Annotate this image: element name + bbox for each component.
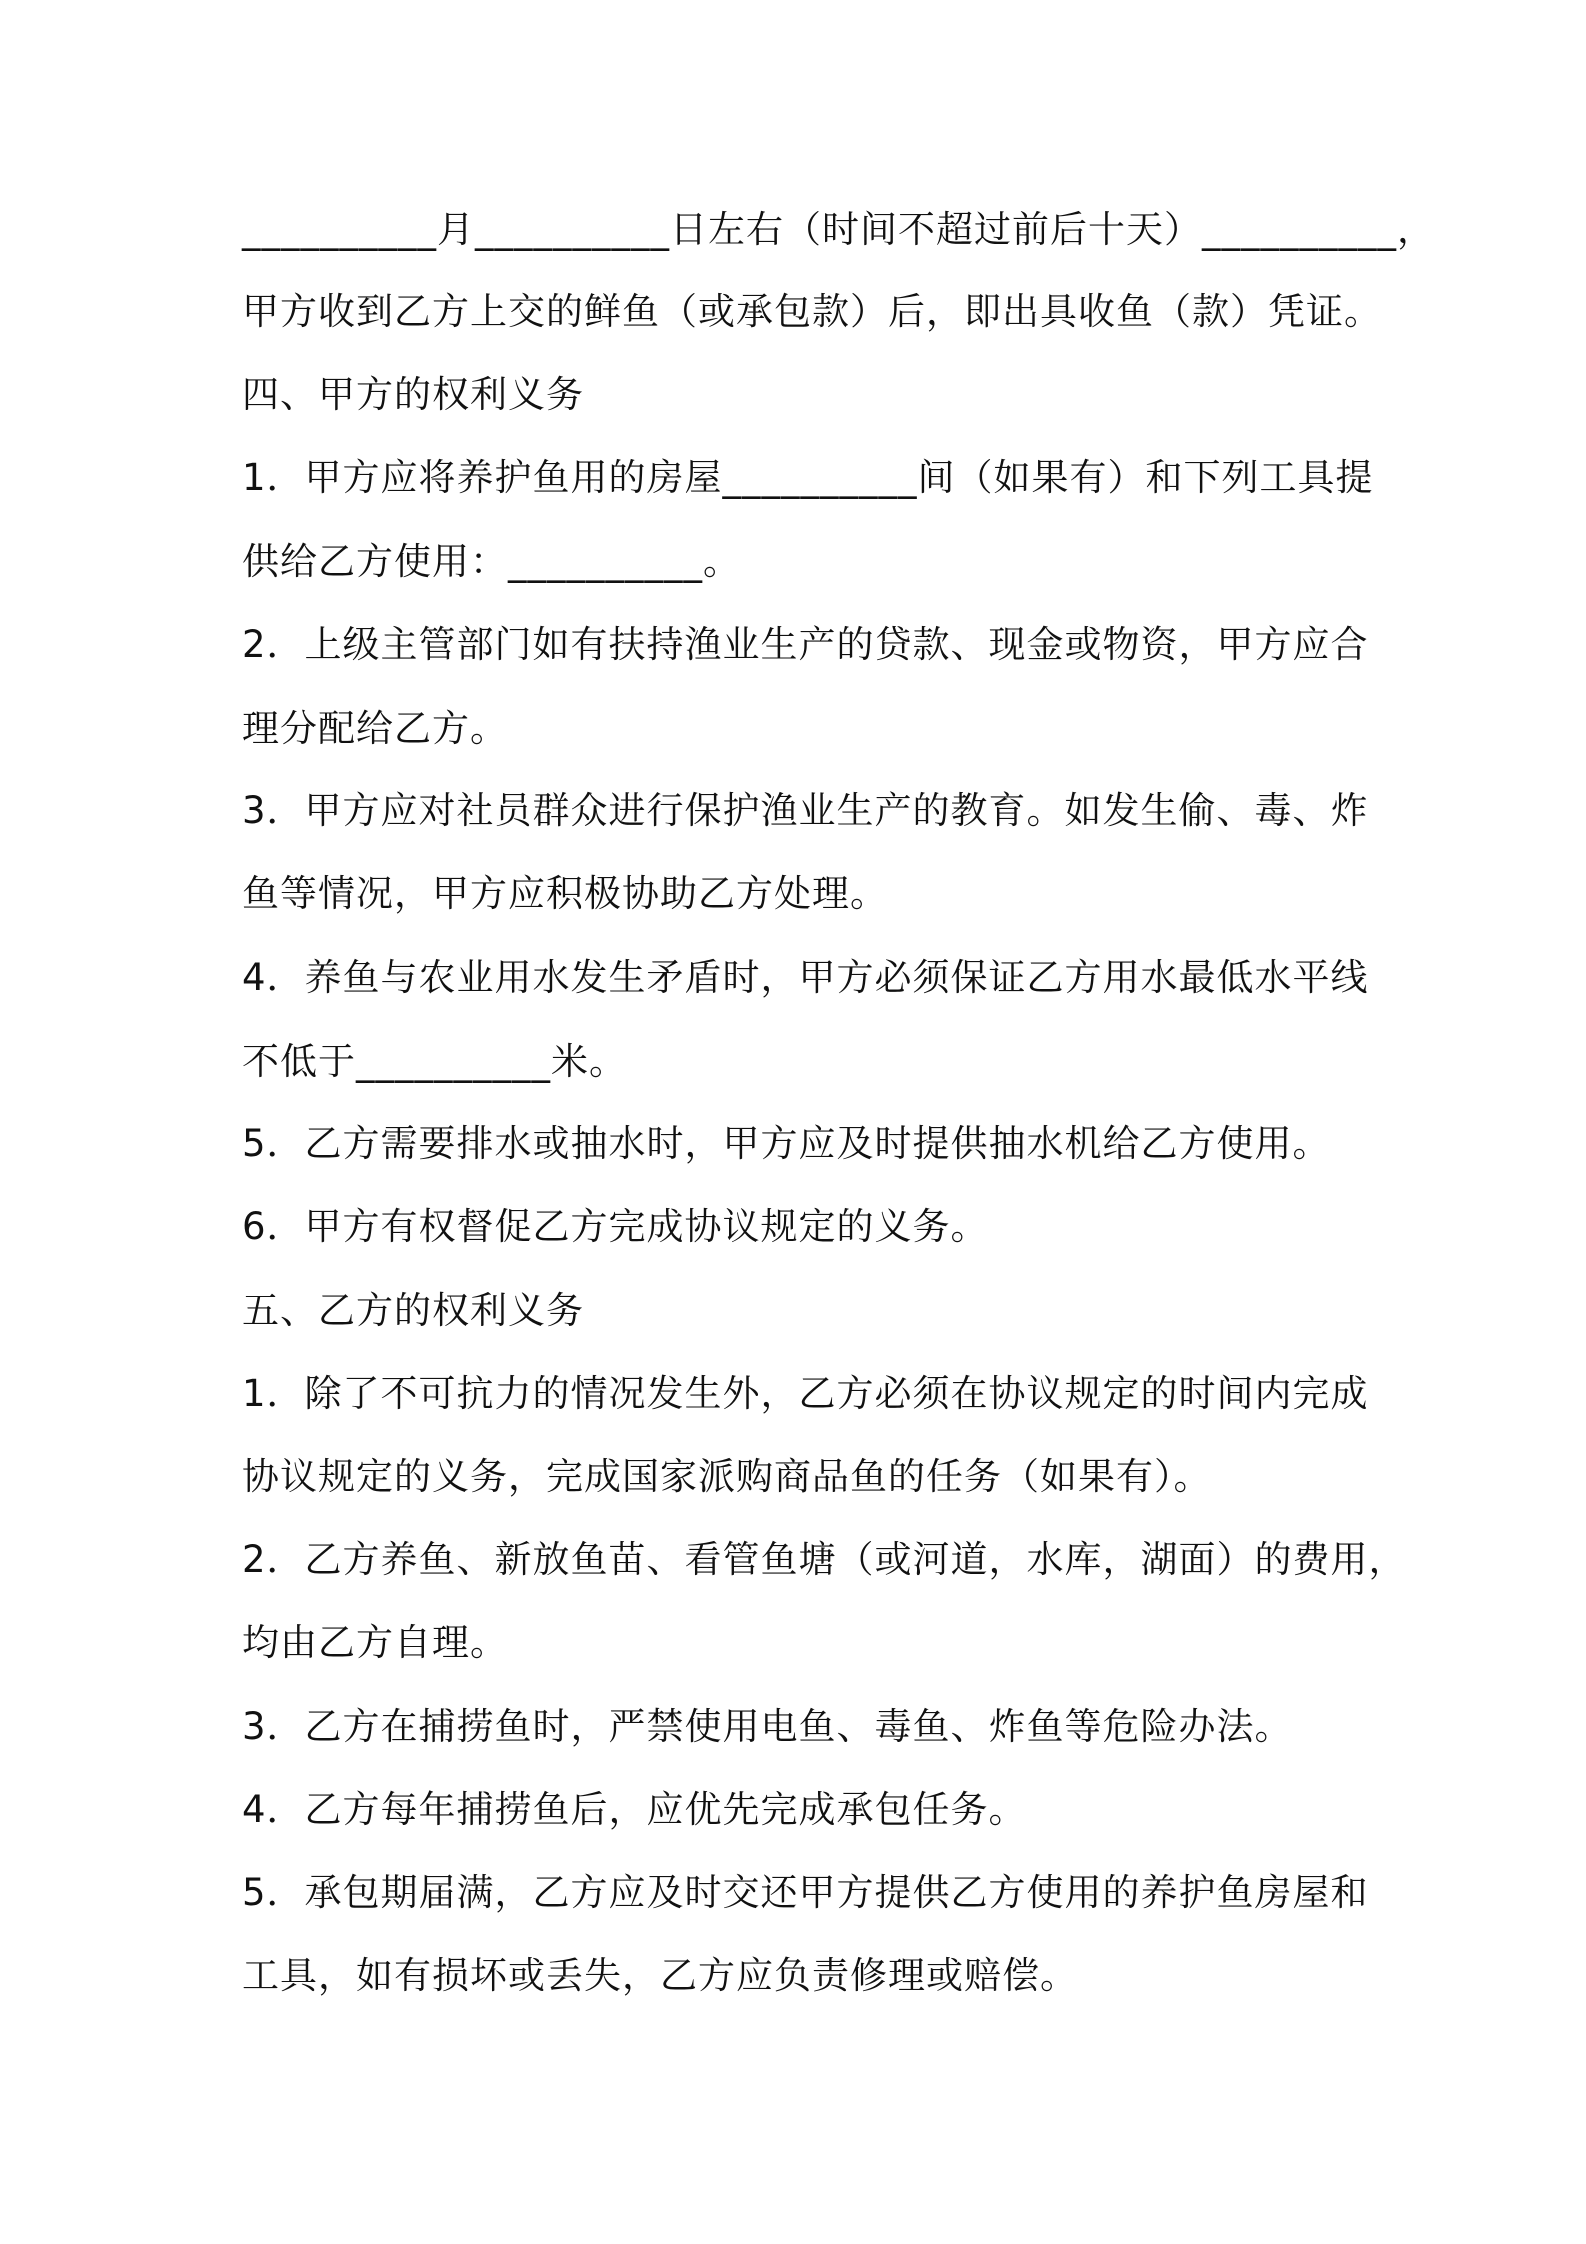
section-heading: 四、甲方的权利义务 <box>242 373 584 416</box>
text-line: 鱼等情况，甲方应积极协助乙方处理。 <box>242 872 888 915</box>
text-line: 不低于__________米。 <box>242 1040 627 1083</box>
text-line: 供给乙方使用：__________。 <box>242 540 741 583</box>
text-line: 5．承包期届满，乙方应及时交还甲方提供乙方使用的养护鱼房屋和 <box>242 1871 1369 1914</box>
text-line: 理分配给乙方。 <box>242 707 508 750</box>
text-line: __________月__________日左右（时间不超过前后十天）__________， <box>242 208 1435 251</box>
section-heading: 五、乙方的权利义务 <box>242 1289 584 1332</box>
text-line: 5．乙方需要排水或抽水时，甲方应及时提供抽水机给乙方使用。 <box>242 1122 1331 1165</box>
text-line: 3．甲方应对社员群众进行保护渔业生产的教育。如发生偷、毒、炸 <box>242 789 1369 832</box>
text-line: 均由乙方自理。 <box>242 1621 508 1664</box>
text-line: 甲方收到乙方上交的鲜鱼（或承包款）后，即出具收鱼（款）凭证。 <box>242 290 1382 333</box>
text-line: 工具，如有损坏或丢失，乙方应负责修理或赔偿。 <box>242 1954 1078 1997</box>
text-line: 4．养鱼与农业用水发生矛盾时，甲方必须保证乙方用水最低水平线 <box>242 956 1369 999</box>
text-line: 1．除了不可抗力的情况发生外，乙方必须在协议规定的时间内完成 <box>242 1372 1369 1415</box>
text-line: 2．上级主管部门如有扶持渔业生产的贷款、现金或物资，甲方应合 <box>242 623 1369 666</box>
text-line: 协议规定的义务，完成国家派购商品鱼的任务（如果有）。 <box>242 1455 1212 1498</box>
text-line: 4．乙方每年捕捞鱼后，应优先完成承包任务。 <box>242 1788 1027 1831</box>
text-line: 3．乙方在捕捞鱼时，严禁使用电鱼、毒鱼、炸鱼等危险办法。 <box>242 1705 1293 1748</box>
text-line: 6．甲方有权督促乙方完成协议规定的义务。 <box>242 1205 989 1248</box>
text-line: 2．乙方养鱼、新放鱼苗、看管鱼塘（或河道，水库，湖面）的费用， <box>242 1538 1407 1581</box>
text-line: 1．甲方应将养护鱼用的房屋__________间（如果有）和下列工具提 <box>242 456 1374 499</box>
